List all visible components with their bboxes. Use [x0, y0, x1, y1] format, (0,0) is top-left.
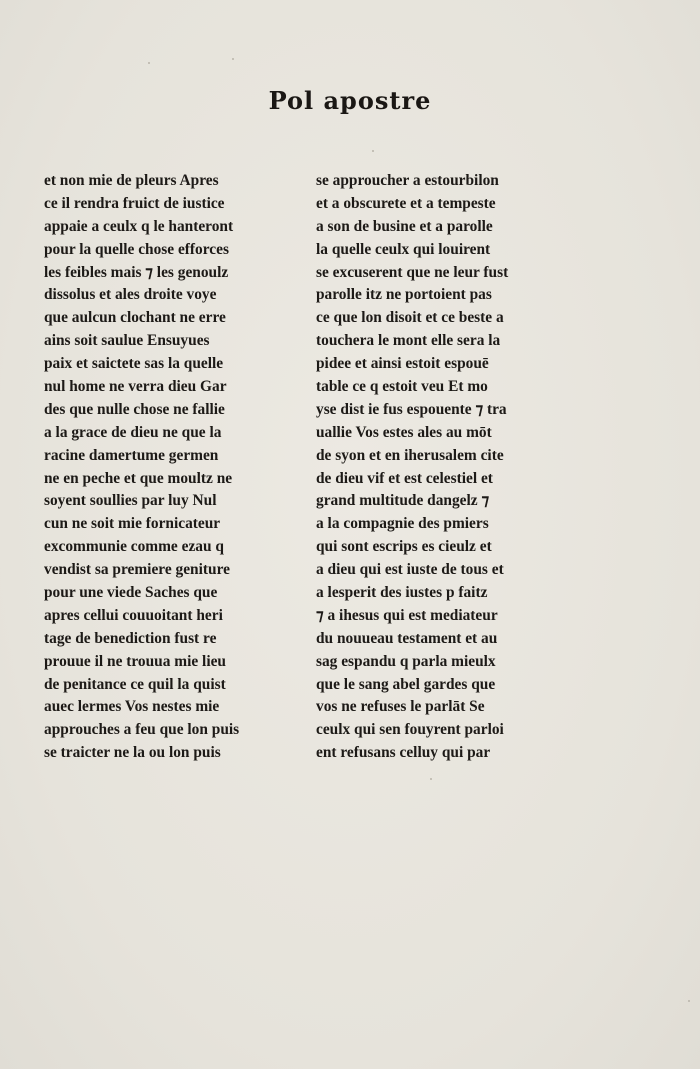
right-column-line: vos ne refuses le parlāt Se — [316, 698, 485, 716]
left-column-line: paix et saictete sas la quelle — [44, 355, 224, 373]
right-column-line: de syon et en iherusalem cite — [316, 446, 504, 464]
ink-speck — [430, 778, 432, 780]
left-column-line: excommunie comme ezau q — [44, 538, 224, 556]
left-column-line: prouue il ne trouua mie lieu — [44, 652, 226, 670]
right-column-line: a dieu qui est iuste de tous et — [316, 561, 504, 579]
right-column-line: ce que lon disoit et ce beste a — [316, 309, 504, 327]
right-column-line: du nouueau testament et au — [316, 629, 498, 647]
left-column-line: que aulcun clochant ne erre — [44, 309, 226, 327]
right-column-line: de dieu vif et est celestiel et — [316, 469, 493, 487]
right-column-line: a la compagnie des pmiers — [316, 515, 489, 533]
left-column-line: ains soit saulue Ensuyues — [44, 332, 210, 350]
ink-speck — [688, 1000, 690, 1002]
right-column-line: ⁊ a ihesus qui est mediateur — [316, 606, 498, 624]
left-column-line: a la grace de dieu ne que la — [44, 423, 222, 441]
left-column-line: racine damertume germen — [44, 446, 219, 464]
left-column-line: et non mie de pleurs Apres — [44, 172, 219, 189]
right-column-line: qui sont escrips es cieulz et — [316, 538, 492, 556]
right-column-line: se excuserent que ne leur fust — [316, 263, 509, 281]
right-column-line: ceulx qui sen fouyrent parloi — [316, 721, 504, 739]
right-column-line: a lesperit des iustes p faitz — [316, 584, 488, 602]
right-column-line: sag espandu q parla mieulx — [316, 652, 496, 670]
right-column-line: a son de busine et a parolle — [316, 217, 493, 235]
left-column-line: ce il rendra fruict de iustice — [44, 194, 225, 212]
ink-speck — [232, 58, 234, 60]
ink-speck — [148, 62, 150, 64]
left-column-line: vendist sa premiere geniture — [44, 561, 230, 579]
right-column-line: yse dist ie fus espouente ⁊ tra — [316, 400, 507, 418]
right-column-line: ent refusans celluy qui par — [316, 744, 491, 762]
right-column — [316, 170, 544, 765]
right-column-line: pidee et ainsi estoit espouē — [316, 355, 489, 373]
right-column-line: touchera le mont elle sera la — [316, 332, 501, 350]
left-column-line: tage de benediction fust re — [44, 629, 217, 647]
right-column-line: se approucher a estourbilon — [316, 172, 499, 189]
left-column-line: pour une viede Saches que — [44, 584, 218, 602]
right-column-line: et a obscurete et a tempeste — [316, 194, 496, 212]
left-column-line: soyent soullies par luy Nul — [44, 492, 217, 510]
left-column-line: ne en peche et que moultz ne — [44, 469, 233, 487]
right-column-line: uallie Vos estes ales au mōt — [316, 423, 492, 441]
left-column-line: approuches a feu que lon puis — [44, 721, 240, 739]
right-column-line: parolle itz ne portoient pas — [316, 286, 492, 304]
left-column-line: apres cellui couuoitant heri — [44, 606, 223, 624]
left-column — [44, 170, 272, 765]
left-column-line: dissolus et ales droite voye — [44, 286, 217, 304]
running-head: Pol apostre — [268, 86, 432, 115]
left-column-line: appaie a ceulx q le hanteront — [44, 217, 234, 235]
left-column-line: des que nulle chose ne fallie — [44, 400, 225, 418]
left-column-line: cun ne soit mie fornicateur — [44, 515, 221, 533]
right-column-line: la quelle ceulx qui louirent — [316, 240, 491, 258]
left-column-line: de penitance ce quil la quist — [44, 675, 226, 693]
ink-speck — [372, 150, 374, 152]
right-column-line: que le sang abel gardes que — [316, 675, 496, 693]
left-column-line: auec lermes Vos nestes mie — [44, 698, 220, 716]
right-column-line: table ce q estoit veu Et mo — [316, 378, 488, 396]
left-column-line: les feibles mais ⁊ les genoulz — [44, 263, 229, 281]
left-column-line: pour la quelle chose efforces — [44, 240, 229, 258]
left-column-line: nul home ne verra dieu Gar — [44, 378, 227, 396]
left-column-line: se traicter ne la ou lon puis — [44, 744, 221, 762]
right-column-line: grand multitude dangelz ⁊ — [316, 492, 490, 510]
